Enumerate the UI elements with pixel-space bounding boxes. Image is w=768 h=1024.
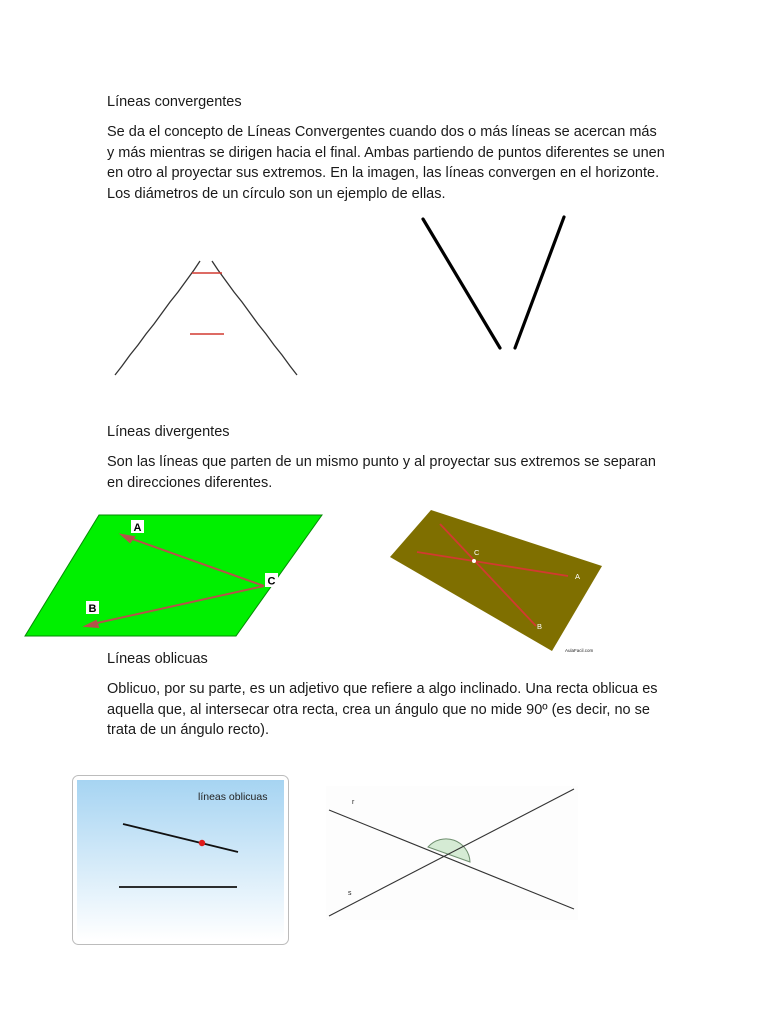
paragraph-divergentes: Son las líneas que parten de un mismo punto y al proyectar sus extremos se separan en direcciones diferentes.	[107, 454, 656, 491]
label-r: r	[352, 799, 355, 806]
figure-converging-lines	[418, 212, 573, 354]
label-c: C	[267, 575, 276, 588]
paragraph-convergentes: Se da el concepto de Líneas Convergentes cuando dos o más líneas se acercan más y más mientras se dirigen hacia el final. Ambas partiendo de puntos diferentes se unen en otro al proyectar sus extremos. En la imagen, las líneas convergen en el horizonte. Los diámetros de un círculo son un ejemplo de ellas.	[107, 124, 665, 202]
sky-background	[77, 780, 284, 940]
label-b: B	[537, 622, 543, 631]
paragraph-oblicuas: Oblicuo, por su parte, es un adjetivo que refiere a algo inclinado. Una recta oblicua es aquella que, al intersecar otra recta, crea un ángulo que no mide 90º (es decir, no se trata de un ángulo recto).	[107, 681, 658, 738]
figure-divergent-olive	[388, 508, 604, 656]
label-a: A	[133, 522, 142, 534]
figure-divergent-green	[24, 512, 324, 638]
olive-plane	[390, 510, 602, 651]
right-line	[515, 217, 564, 348]
heading-divergentes: Líneas divergentes	[107, 424, 230, 440]
watermark: AulaFacil.com	[565, 648, 594, 653]
heading-oblicuas: Líneas oblicuas	[107, 651, 208, 667]
figure-oblique-sky	[72, 775, 290, 947]
figure-oblique-angle	[326, 786, 578, 920]
intersection-point	[472, 559, 476, 563]
heading-convergentes: Líneas convergentes	[107, 94, 242, 110]
converging-edges	[115, 261, 297, 375]
figure-title: líneas oblicuas	[198, 791, 268, 803]
label-a: A	[575, 572, 581, 581]
label-c: C	[474, 548, 480, 557]
left-line	[423, 219, 500, 348]
red-point	[199, 840, 205, 846]
label-s: s	[348, 890, 352, 897]
label-b: B	[88, 603, 97, 615]
figure-convergent-road	[108, 250, 308, 380]
